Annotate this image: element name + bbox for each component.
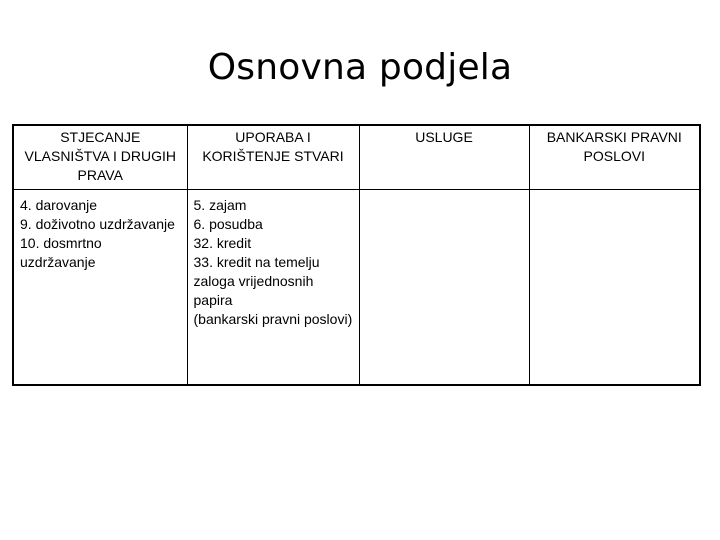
header-stjecanje: STJECANJE VLASNIŠTVA I DRUGIH PRAVA [14,126,187,190]
cell-usluge [359,190,529,385]
list-item: 9. doživotno uzdržavanje [20,216,175,232]
list-item: 4. darovanje [20,197,98,213]
header-usluge: USLUGE [359,126,529,190]
cell-bankarski [529,190,699,385]
list-item: 32. kredit [193,235,252,251]
cell-stjecanje [14,190,187,385]
classification-table [12,124,701,386]
table-row [14,190,699,385]
list-item: 33. kredit na temelju zaloga vrijednosnih papira [193,254,320,308]
list-item: 5. zajam [193,197,247,213]
header-bankarski: BANKARSKI PRAVNI POSLOVI [529,126,699,190]
header-uporaba: UPORABA I KORIŠTENJE STVARI [187,126,359,190]
slide-title: Osnovna podjela [207,47,513,88]
table-header-row [14,126,699,190]
list-item: 10. dosmrtno uzdržavanje [20,235,102,270]
list-item: (bankarski pravni poslovi) [193,311,353,327]
list-item: 6. posudba [193,216,263,232]
cell-uporaba [187,190,359,385]
